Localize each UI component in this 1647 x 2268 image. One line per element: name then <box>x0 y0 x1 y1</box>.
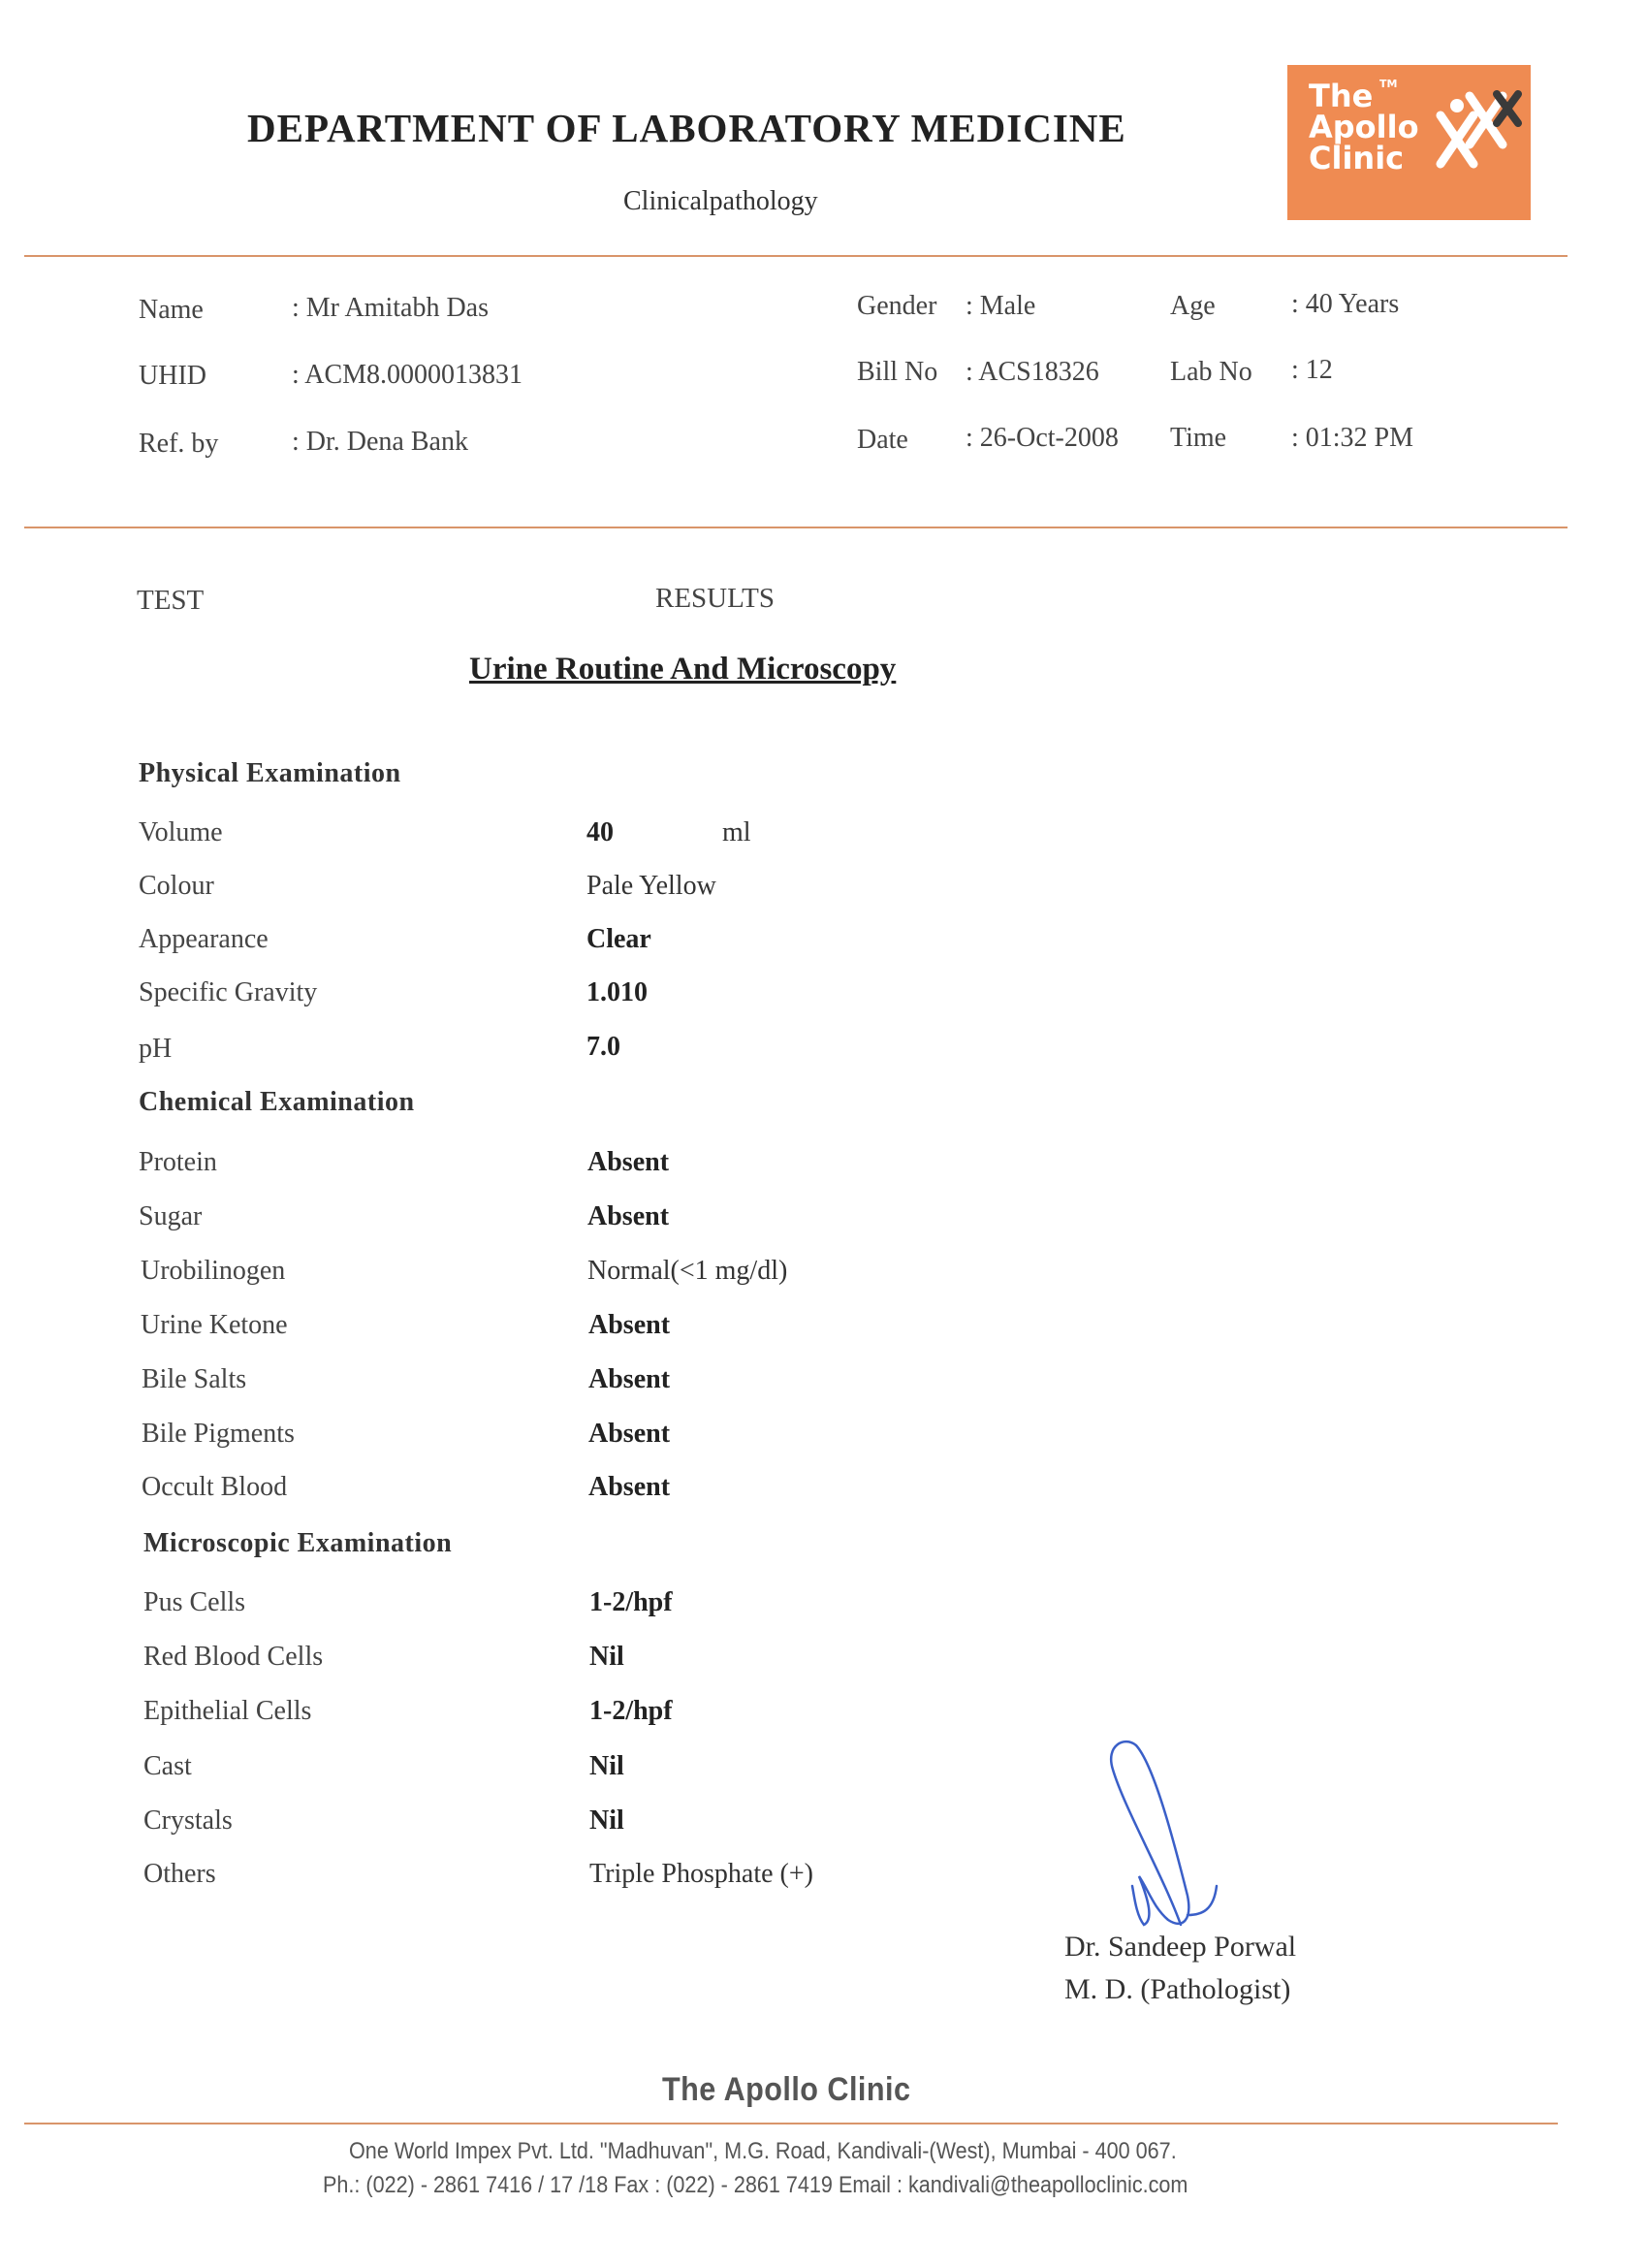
logo-text-apollo: Apollo <box>1309 109 1419 145</box>
logo-text-clinic: Clinic <box>1309 140 1405 176</box>
test-label-protein: Protein <box>139 1147 217 1177</box>
result-value-volume: 40 <box>586 817 614 847</box>
test-label-specific-gravity: Specific Gravity <box>139 977 318 1007</box>
result-value-red-blood-cells: Nil <box>589 1642 624 1672</box>
page-subtitle: Clinicalpathology <box>623 186 818 216</box>
test-label-bile-pigments: Bile Pigments <box>142 1419 295 1449</box>
test-label-cast: Cast <box>143 1751 192 1781</box>
gender-label: Gender <box>857 291 937 321</box>
billno-value: : ACS18326 <box>966 357 1099 387</box>
logo-figures-icon <box>1433 86 1525 178</box>
test-title: Urine Routine And Microscopy <box>469 652 897 687</box>
test-label-volume: Volume <box>139 817 223 847</box>
test-label-colour: Colour <box>139 871 214 901</box>
result-value-appearance: Clear <box>586 924 651 954</box>
date-value: : 26-Oct-2008 <box>966 423 1119 453</box>
result-value-occult-blood: Absent <box>588 1472 671 1502</box>
gender-value: : Male <box>966 291 1036 321</box>
refby-label: Ref. by <box>139 429 219 459</box>
age-label: Age <box>1170 291 1216 321</box>
time-label: Time <box>1170 423 1227 453</box>
section-heading-chemical: Chemical Examination <box>139 1087 415 1117</box>
footer-divider <box>24 2123 1558 2124</box>
result-value-bile-pigments: Absent <box>588 1419 671 1449</box>
result-unit-volume: ml <box>722 817 751 847</box>
test-label-crystals: Crystals <box>143 1805 233 1836</box>
test-label-sugar: Sugar <box>139 1201 203 1231</box>
pathologist-signature <box>1095 1731 1231 1939</box>
result-value-protein: Absent <box>587 1147 670 1177</box>
result-value-crystals: Nil <box>589 1805 624 1836</box>
result-value-others: Triple Phosphate (+) <box>589 1859 813 1889</box>
footer-address: One World Impex Pvt. Ltd. "Madhuvan", M.G. Road, Kandivali-(West), Mumbai - 400 067. <box>349 2138 1177 2164</box>
labno-label: Lab No <box>1170 357 1252 387</box>
result-value-epithelial-cells: 1-2/hpf <box>589 1696 673 1726</box>
time-value: : 01:32 PM <box>1291 423 1414 453</box>
test-label-red-blood-cells: Red Blood Cells <box>143 1642 324 1672</box>
result-value-cast: Nil <box>589 1751 624 1781</box>
result-value-sugar: Absent <box>587 1201 670 1231</box>
result-value-ph: 7.0 <box>586 1032 620 1062</box>
header-divider <box>24 255 1568 257</box>
result-value-bile-salts: Absent <box>588 1364 671 1394</box>
section-heading-physical: Physical Examination <box>139 758 401 788</box>
test-label-ph: pH <box>139 1034 173 1064</box>
result-value-colour: Pale Yellow <box>586 871 716 901</box>
age-value: : 40 Years <box>1291 289 1400 319</box>
uhid-value: : ACM8.0000013831 <box>292 360 523 390</box>
uhid-label: UHID <box>139 361 206 391</box>
test-label-pus-cells: Pus Cells <box>143 1587 246 1617</box>
test-label-appearance: Appearance <box>139 924 269 954</box>
result-value-urine-ketone: Absent <box>588 1310 671 1340</box>
result-value-specific-gravity: 1.010 <box>586 977 648 1007</box>
results-column-header: RESULTS <box>655 583 776 614</box>
signatory-title: M. D. (Pathologist) <box>1064 1973 1291 2005</box>
test-label-occult-blood: Occult Blood <box>142 1472 288 1502</box>
billno-label: Bill No <box>857 357 938 387</box>
name-label: Name <box>139 295 204 325</box>
signatory-name: Dr. Sandeep Porwal <box>1064 1931 1297 1963</box>
test-label-bile-salts: Bile Salts <box>142 1364 247 1394</box>
result-value-urobilinogen: Normal(<1 mg/dl) <box>587 1256 788 1286</box>
test-label-urine-ketone: Urine Ketone <box>141 1310 288 1340</box>
apollo-clinic-logo <box>1287 65 1531 220</box>
test-column-header: TEST <box>137 585 205 616</box>
test-label-epithelial-cells: Epithelial Cells <box>143 1696 312 1726</box>
test-label-urobilinogen: Urobilinogen <box>141 1256 286 1286</box>
date-label: Date <box>857 425 908 455</box>
page-title: DEPARTMENT OF LABORATORY MEDICINE <box>247 106 1126 150</box>
patient-info-divider <box>24 527 1568 528</box>
footer-contact: Ph.: (022) - 2861 7416 / 17 /18 Fax : (022) - 2861 7419 Email : kandivali@theapolloclinic.com <box>323 2172 1188 2198</box>
result-value-pus-cells: 1-2/hpf <box>589 1587 673 1617</box>
labno-value: : 12 <box>1291 355 1333 385</box>
footer-clinic-name: The Apollo Clinic <box>662 2071 911 2108</box>
logo-text-the: The <box>1309 78 1374 114</box>
test-label-others: Others <box>143 1859 216 1889</box>
refby-value: : Dr. Dena Bank <box>292 427 468 457</box>
section-heading-microscopic: Microscopic Examination <box>143 1528 453 1558</box>
logo-trademark: TM <box>1379 78 1398 90</box>
name-value: : Mr Amitabh Das <box>292 293 489 323</box>
